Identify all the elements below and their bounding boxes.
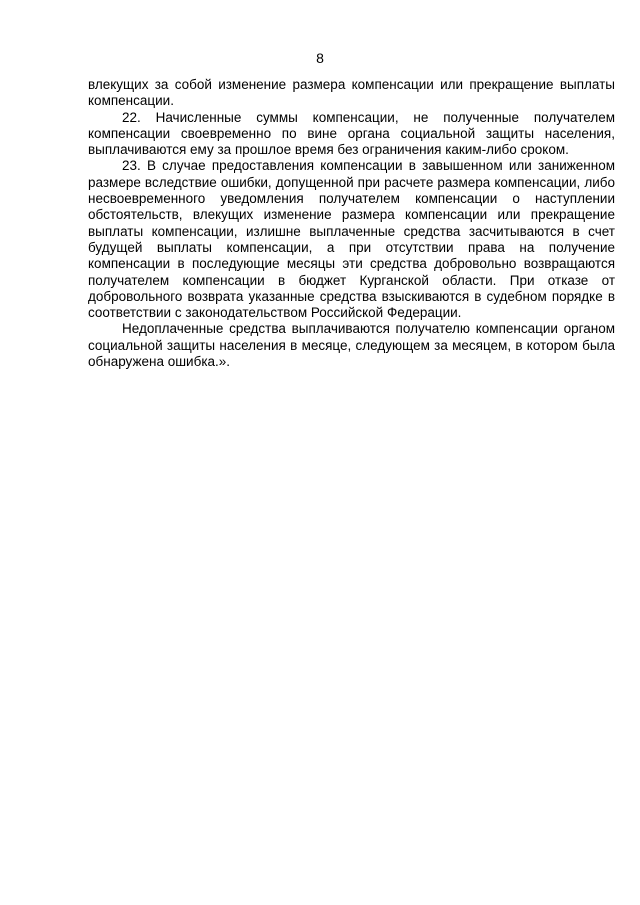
paragraph-underpayment: Недоплаченные средства выплачиваются получателю компенсации органом социальной защиты населения в месяце, следующем за месяцем, в котором была обнаружена ошибка.».: [88, 321, 615, 370]
paragraph-continuation: влекущих за собой изменение размера компенсации или прекращение выплаты компенсации.: [88, 77, 615, 109]
paragraph-item-22: 22. Начисленные суммы компенсации, не полученные получателем компенсации своевременно по вине органа социальной защиты населения, выплачиваются ему за прошлое время без ограничения каким-либо сроком.: [88, 109, 615, 158]
document-body: [88, 77, 615, 370]
paragraph-item-23: 23. В случае предоставления компенсации в завышенном или заниженном размере вследствие ошибки, допущенной при расчете размера компенсации, либо несвоевременного уведомления получателем компенсации о наступлении обстоятельств, влекущих изменение размера компенсации или прекращение выплаты компенсации, излишне выплаченные средства засчитываются в счет будущей выплаты компенсации, а при отсутствии права на получение компенсации в последующие месяцы эти средства добровольно возвращаются получателем компенсации в бюджет Курганской области. При отказе от добровольного возврата указанные средства взыскиваются в судебном порядке в соответствии с законодательством Российской Федерации.: [88, 158, 615, 321]
page-number: 8: [316, 50, 324, 66]
